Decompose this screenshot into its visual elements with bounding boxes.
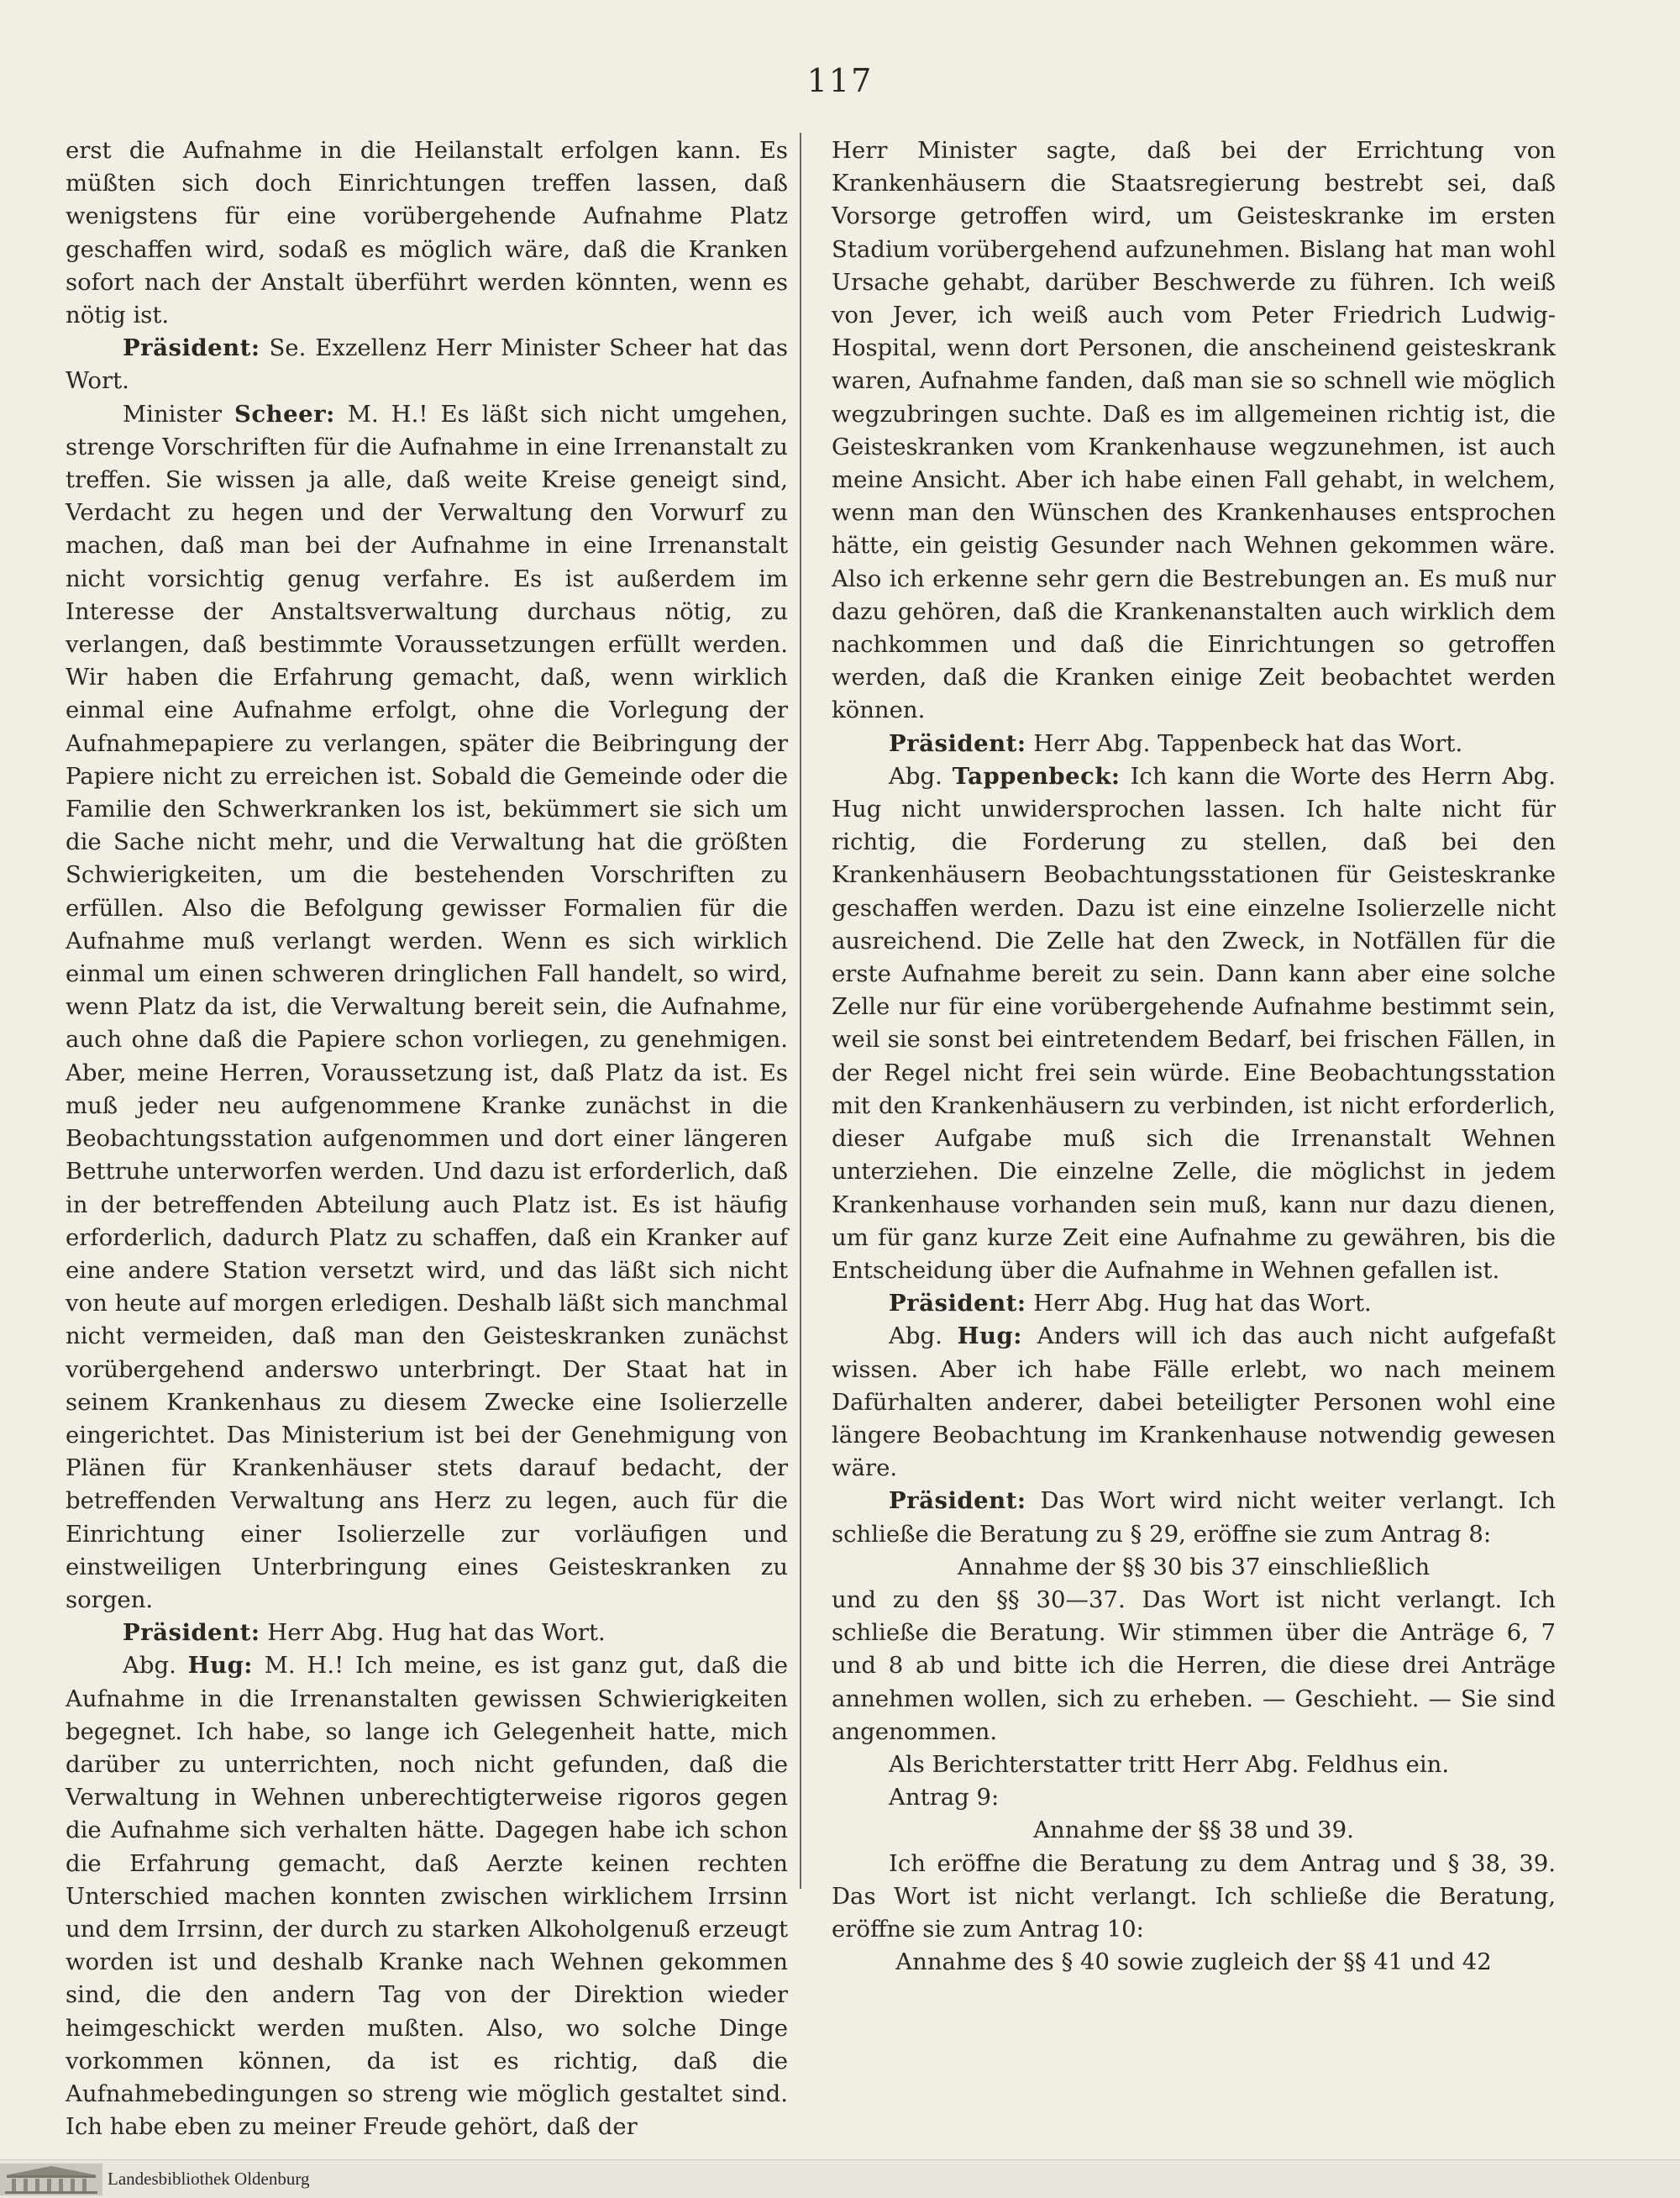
paragraph [66, 332, 788, 397]
paragraph-text: M. H.! Es läßt sich nicht umgehen, strenge Vorschriften für die Aufnahme in eine Irrenanstalt zu treffen. Sie wissen ja alle, daß weite Kreise geneigt sind, Verdacht zu hegen und der Verwaltung den Vorwurf zu machen, daß man bei der Aufnahme in eine Irrenanstalt nicht vorsichtig genug verfahre. Es ist außerdem im Interesse der Anstaltsverwaltung durchaus nötig, zu verlangen, daß bestimmte Voraussetzungen erfüllt werden. Wir haben die Erfahrung gemacht, daß, wenn wirklich einmal eine Aufnahme erfolgt, ohne die Vorlegung der Aufnahmepapiere zu verlangen, später die Beibringung der Papiere nicht zu erreichen ist. Sobald die Gemeinde oder die Familie den Schwerkranken los ist, bekümmert sie sich um die Sache nicht mehr, und die Verwaltung hat die größten Schwierigkeiten, um die bestehenden Vorschriften zu erfüllen. Also die Befolgung gewisser Formalien für die Aufnahme muß verlangt werden. Wenn es sich wirklich einmal um einen schweren dringlichen Fall handelt, so wird, wenn Platz da ist, die Verwaltung bereit sein, die Aufnahme, auch ohne daß die Papiere schon vorliegen, zu genehmigen. Aber, meine Herren, Voraussetzung ist, daß Platz da ist. Es muß jeder neu aufgenommene Kranke zunächst in die Beobachtungsstation aufgenommen und dort einer längeren Bettruhe unterworfen werden. Und dazu ist erforderlich, daß in der betreffenden Abteilung auch Platz ist. Es ist häufig erforderlich, dadurch Platz zu schaffen, daß ein Kranker auf eine andere Station versetzt wird, und das läßt sich nicht von heute auf morgen erledigen. Deshalb läßt sich manchmal nicht vermeiden, daß man den Geisteskranken zunächst vorübergehend anderswo unterbringt. Der Staat hat in seinem Krankenhaus zu diesem Zwecke eine Isolierzelle eingerichtet. Das Ministerium ist bei der Genehmigung von Plänen für Krankenhäuser stets darauf bedacht, der betreffenden Verwaltung ans Herz zu legen, auch für die Einrichtung einer Isolierzelle zur vorläufigen und einstweiligen Unterbringung eines Geisteskranken zu sorgen. [66, 400, 788, 1613]
speaker-label: Präsident: [889, 729, 1026, 757]
paragraph [832, 760, 1556, 1287]
paragraph [832, 1748, 1556, 1781]
paragraph-text: Herr Abg. Hug hat das Wort. [1033, 1290, 1372, 1317]
speaker-label: Präsident: [123, 1619, 260, 1647]
paragraph-text: Das Wort wird nicht weiter verlangt. Ich schließe die Beratung zu § 29, eröffne sie zum Antrag 8: [832, 1487, 1556, 1548]
paragraph [832, 1320, 1556, 1485]
speaker-label: Präsident: [889, 1487, 1026, 1515]
paragraph-text: Ich kann die Worte des Herrn Abg. Hug nicht unwidersprochen lassen. Ich halte nicht für richtig, die Forderung zu stellen, daß bei den Krankenhäusern Beobachtungsstationen für Geisteskranke geschaffen werden. Dazu ist eine einzelne Isolierzelle nicht ausreichend. Die Zelle hat den Zweck, in Notfällen für die erste Aufnahme bereit zu sein. Dann kann aber eine solche Zelle nur für eine vorübergehende Aufnahme bestimmt sein, weil sie sonst bei eintretendem Bedarf, bei frischen Fällen, in der Regel nicht frei sein würde. Eine Beobachtungsstation mit den Krankenhäusern zu verbinden, ist nicht erforderlich, dieser Aufgabe muß sich die Irrenanstalt Wehnen unterziehen. Die einzelne Zelle, die möglichst in jedem Krankenhause vorhanden sein muß, kann nur dazu dienen, um für ganz kurze Zeit eine Aufnahme zu gewähren, bis die Entscheidung über die Aufnahme in Wehnen gefallen ist. [832, 762, 1556, 1284]
paragraph-text: Antrag 9: [889, 1784, 1000, 1812]
library-building-icon [0, 2164, 102, 2195]
paragraph-text: Annahme der §§ 38 und 39. [1033, 1817, 1354, 1844]
column-divider [800, 133, 801, 1889]
speaker-label: Präsident: [123, 334, 260, 362]
library-name: Landesbibliothek Oldenburg [108, 2169, 310, 2189]
paragraph [832, 1287, 1556, 1320]
motion-line [832, 1814, 1556, 1847]
paragraph [66, 398, 788, 1617]
motion-line [832, 1946, 1556, 1979]
paragraph [832, 1485, 1556, 1550]
paragraph [832, 1781, 1556, 1814]
paragraph [832, 728, 1556, 760]
footer-bar [0, 2159, 1680, 2198]
speaker-prefix: Minister [123, 400, 223, 428]
left-column [66, 134, 788, 2143]
paragraph-text: und zu den §§ 30—37. Das Wort ist nicht verlangt. Ich schließe die Beratung. Wir stimmen über die Anträge 6, 7 und 8 ab und bitte ich die Herren, die diese drei Anträge annehmen wollen, sich zu erheben. — Geschieht. — Sie sind angenommen. [832, 1585, 1556, 1745]
paragraph-text: Herr Abg. Hug hat das Wort. [267, 1619, 606, 1647]
paragraph [832, 1584, 1556, 1748]
speaker-prefix: Abg. [123, 1652, 176, 1680]
paragraph-text: Annahme des § 40 sowie zugleich der §§ 41 und 42 [895, 1948, 1492, 1976]
speaker-prefix: Abg. [889, 762, 942, 790]
paragraph-text: M. H.! Ich meine, es ist ganz gut, daß die Aufnahme in die Irrenanstalten gewissen Schwierigkeiten begegnet. Ich habe, so lange ich Gelegenheit hatte, mich darüber zu unterrichten, noch nicht gefunden, daß die Verwaltung in Wehnen unberechtigterweise rigoros gegen die Aufnahme sich verhalten hätte. Dagegen habe ich schon die Erfahrung gemacht, daß Aerzte keinen rechten Unterschied machen konnten zwischen wirklichem Irrsinn und dem Irrsinn, der durch zu starken Alkoholgenuß erzeugt worden ist und deshalb Kranke nach Wehnen gekommen sind, die den andern Tag von der Direktion wieder heimgeschickt werden mußten. Also, wo solche Dinge vorkommen können, da ist es richtig, daß die Aufnahmebedingungen so streng wie möglich gestaltet sind. Ich habe eben zu meiner Freude gehört, daß der [66, 1652, 788, 2141]
speaker-label: Tappenbeck: [952, 762, 1121, 790]
paragraph-text: Se. Exzellenz Herr Minister Scheer hat das Wort. [66, 334, 788, 395]
paragraph [66, 1649, 788, 2143]
paragraph-text: Herr Minister sagte, daß bei der Errichtung von Krankenhäusern die Staatsregierung bestrebt sei, daß Vorsorge getroffen wird, um Geisteskranke im ersten Stadium vorübergehend aufzunehmen. Bislang hat man wohl Ursache gehabt, darüber Beschwerde zu führen. Ich weiß von Jever, ich weiß auch vom Peter Friedrich Ludwig-Hospital, wenn dort Personen, die anscheinend geisteskrank waren, Aufnahme fanden, daß man sie so schnell wie möglich wegzubringen suchte. Daß es im allgemeinen richtig ist, die Geisteskranken vom Krankenhause wegzunehmen, ist auch meine Ansicht. Aber ich habe einen Fall gehabt, in welchem, wenn man den Wünschen des Krankenhauses entsprochen hätte, ein geistig Gesunder nach Wehnen gekommen wäre. Also ich erkenne sehr gern die Bestrebungen an. Es muß nur dazu gehören, daß die Krankenanstalten auch wirklich dem nachkommen und daß die Einrichtungen so getroffen werden, daß die Kranken einige Zeit beobachtet werden können. [832, 137, 1556, 724]
paragraph [66, 134, 788, 332]
paragraph-text: Anders will ich das auch nicht aufgefaßt wissen. Aber ich habe Fälle erlebt, wo nach meinem Dafürhalten anderer, dabei beteiligter Personen wohl eine längere Beobachtung im Krankenhause notwendig gewesen wäre. [832, 1322, 1556, 1482]
paragraph-text: Ich eröffne die Beratung zu dem Antrag und § 38, 39. Das Wort ist nicht verlangt. Ich schließe die Beratung, eröffne sie zum Antrag 10: [832, 1849, 1556, 1943]
paragraph-text: Als Berichterstatter tritt Herr Abg. Feldhus ein. [889, 1750, 1450, 1778]
speaker-label: Präsident: [889, 1290, 1026, 1317]
paragraph [832, 1848, 1556, 1947]
page-number: 117 [806, 62, 874, 99]
speaker-label: Scheer: [234, 400, 335, 428]
right-column [832, 134, 1556, 1979]
paragraph-text: erst die Aufnahme in die Heilanstalt erfolgen kann. Es müßten sich doch Einrichtungen treffen lassen, daß wenigstens für eine vorübergehende Aufnahme Platz geschaffen wird, sodaß es möglich wäre, daß die Kranken sofort nach der Anstalt überführt werden könnten, wenn es nötig ist. [66, 137, 788, 329]
motion-line [832, 1551, 1556, 1584]
speaker-label: Hug: [957, 1322, 1022, 1350]
paragraph [832, 134, 1556, 728]
paragraph-text: Herr Abg. Tappenbeck hat das Wort. [1033, 729, 1463, 757]
speaker-prefix: Abg. [889, 1322, 942, 1350]
paragraph [66, 1617, 788, 1649]
speaker-label: Hug: [187, 1652, 253, 1680]
paragraph-text: Annahme der §§ 30 bis 37 einschließlich [957, 1553, 1431, 1580]
